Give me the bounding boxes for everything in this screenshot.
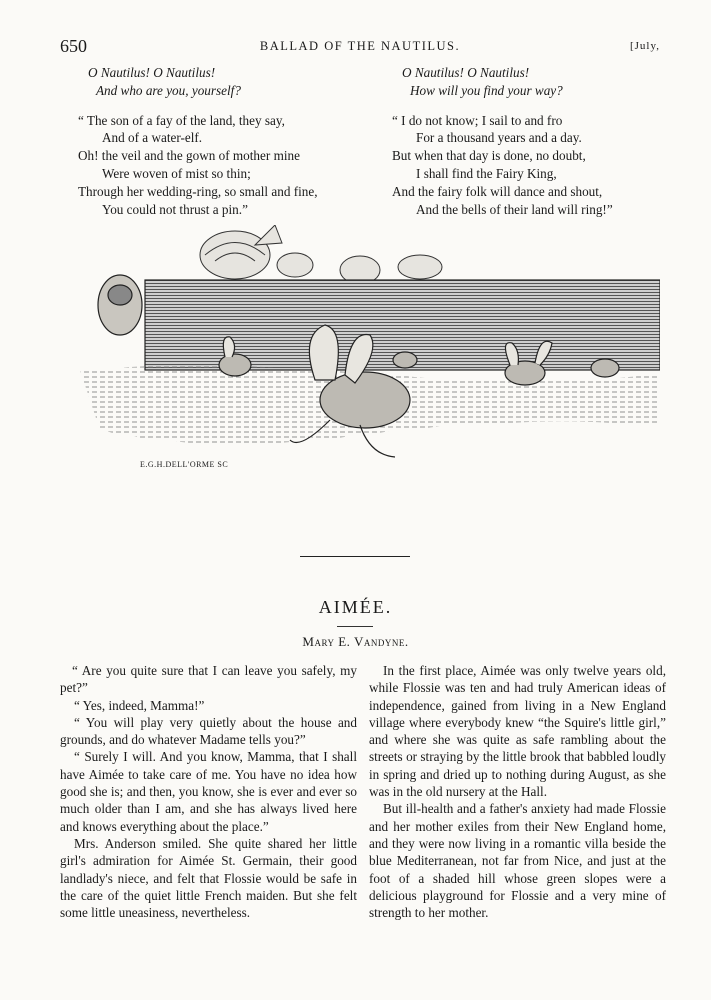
author-byline <box>0 634 711 650</box>
poem-stanza <box>78 112 378 219</box>
engraver-signature: E.G.H.DELL'ORME SC <box>140 460 229 469</box>
shells-group <box>200 225 442 284</box>
poem-column-right <box>392 64 692 218</box>
poem-line: For a thousand years and a day. <box>416 130 582 146</box>
poem-line: Were woven of mist so thin; <box>102 165 251 181</box>
article-column-right <box>369 662 666 921</box>
paragraph: “ You will play very quietly about the house and grounds, and do whatever Madame tells you?” <box>60 714 357 748</box>
poem-line: “ I do not know; I sail to and fro <box>392 112 563 128</box>
article-title: AIMÉE. <box>318 597 393 617</box>
poem-line: You could not thrust a pin.” <box>102 201 248 217</box>
refrain-line: O Nautilus! O Nautilus! <box>402 65 530 80</box>
engraving-image <box>60 225 660 480</box>
poem-line: And the fairy folk will dance and shout, <box>392 183 603 199</box>
refrain-line: And who are you, yourself? <box>96 82 241 98</box>
poem-line: And the bells of their land will ring!” <box>416 201 613 217</box>
side-shell <box>98 275 142 335</box>
poem-line: I shall find the Fairy King, <box>416 165 557 181</box>
poem-line: Oh! the veil and the gown of mother mine <box>78 148 300 164</box>
refrain-line: How will you find your way? <box>410 82 563 98</box>
poem-line: Through her wedding-ring, so small and fine, <box>78 183 318 199</box>
title-divider <box>337 626 373 627</box>
paragraph: Mrs. Anderson smiled. She quite shared her little girl's admiration for Aimée St. Germain, their good landlady's niece, and felt that Flossie would be safe in the care of the quiet little French maiden. But she felt some little uneasiness, nevertheless. <box>60 835 357 921</box>
running-title: BALLAD OF THE NAUTILUS. <box>259 39 461 53</box>
poem-stanza <box>392 112 692 219</box>
refrain-line: O Nautilus! O Nautilus! <box>88 65 216 80</box>
poem-line: But when that day is done, no doubt, <box>392 148 586 164</box>
poem-refrain <box>88 64 378 100</box>
author-name: Mary E. Vandyne. <box>302 634 409 649</box>
poem-column-left <box>78 64 378 218</box>
article-column-left <box>60 662 357 921</box>
poem-refrain <box>402 64 692 100</box>
paragraph: “ Are you quite sure that I can leave you safely, my pet?” <box>60 663 357 696</box>
page-header <box>60 36 660 56</box>
section-divider <box>300 556 410 557</box>
page-number: 650 <box>60 36 87 56</box>
paragraph: “ Yes, indeed, Mamma!” <box>74 697 205 713</box>
poem-line: “ The son of a fay of the land, they say, <box>78 112 285 128</box>
paragraph: But ill-health and a father's anxiety had made Flossie and her mother exiles from their New England home, and they were now living in a romantic villa beside the blue Mediterranean, not far from Nice, and just at the foot of a shaded hill whose green slopes were a delicious playground for Flossie and a very mine of strength to her mother. <box>369 801 666 921</box>
poem-line: And of a water-elf. <box>102 130 203 146</box>
paragraph: In the first place, Aimée was only twelve years old, while Flossie was ten and had truly American ideas of independence, gained from living in a New England village where everybody knew “the Squire's little girl,” and where she was quite as safe rambling about the streets or straying by the little brook that babbled loudly in spring and dried up to nothing during August, as she was in the old nursery at the Hall. <box>369 663 666 800</box>
issue-month: [July, <box>629 40 660 52</box>
nautilus-illustration <box>60 225 660 480</box>
paragraph: “ Surely I will. And you know, Mamma, that I shall have Aimée to take care of me. You have no idea how good she is; and then, you know, she is ever and ever so much older than I am, and she has always lived here and knows everything about the place.” <box>60 749 357 834</box>
